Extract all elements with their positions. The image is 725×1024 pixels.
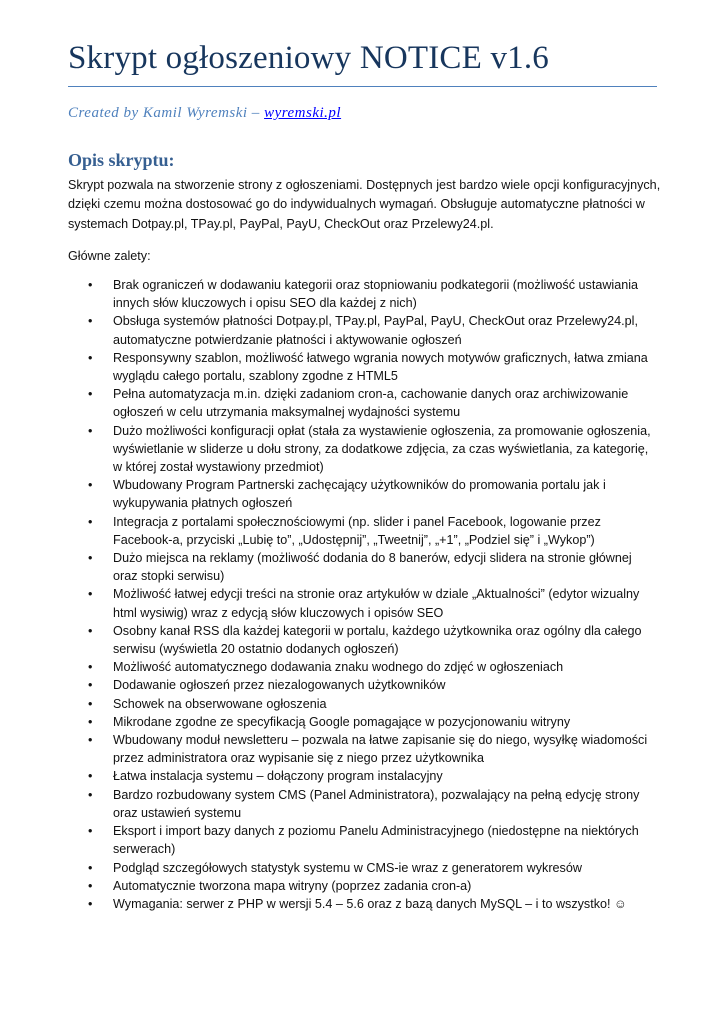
feature-text: Responsywny szablon, możliwość łatwego wgrania nowych motywów graficznych, łatwa zmiana wyglądu całego portalu, szablony zgodne z HTML5 xyxy=(113,350,648,384)
feature-text: Możliwość łatwej edycji treści na stronie oraz artykułów w dziale „Aktualności” (edytor wizualny html wysiwig) wraz z edycją słów kluczowych i opisów SEO xyxy=(113,587,640,620)
feature-text: Obsługa systemów płatności Dotpay.pl, TPay.pl, PayPal, PayU, CheckOut oraz Przelewy24.pl, automatyczne potwierdzanie płatności i aktywowanie ogłoszeń xyxy=(113,314,638,347)
features-lead: Główne zalety: xyxy=(68,249,151,263)
title-divider xyxy=(68,86,657,87)
bullet-icon: • xyxy=(88,769,93,784)
feature-list-item xyxy=(0,877,655,895)
feature-list-item xyxy=(0,549,655,585)
feature-list-item xyxy=(0,622,655,658)
feature-text: Możliwość automatycznego dodawania znaku wodnego do zdjęć w ogłoszeniach xyxy=(113,660,564,675)
feature-text: Wbudowany moduł newsletteru – pozwala na łatwe zapisanie się do niego, wysyłkę wiadomości przez administratora oraz wypisanie się z niego przez użytkownika xyxy=(113,733,648,766)
feature-text: Łatwa instalacja systemu – dołączony program instalacyjny xyxy=(113,769,443,784)
bullet-icon: • xyxy=(88,623,93,638)
bullet-icon: • xyxy=(88,824,93,839)
bullet-icon: • xyxy=(88,860,93,875)
author-credit: Created by Kamil Wyremski – xyxy=(68,105,265,121)
intro-paragraph: Skrypt pozwala na stworzenie strony z ogłoszeniami. Dostępnych jest bardzo wiele opcji konfiguracyjnych, dzięki czemu można dostosować go do indywidualnych wymagań. Obsługuje automatyczne płatności w systemach Dotpay.pl, TPay.pl, PayPal, PayU, CheckOut oraz Przelewy24.pl. xyxy=(68,178,661,231)
section-heading: Opis skryptu: xyxy=(68,150,175,170)
bullet-icon: • xyxy=(88,878,93,893)
bullet-icon: • xyxy=(88,278,93,292)
feature-list-item xyxy=(0,585,655,621)
features-list xyxy=(0,276,725,913)
feature-text: Brak ograniczeń w dodawaniu kategorii oraz stopniowaniu podkategorii (możliwość ustawiania innych słów kluczowych i opisu SEO dla każdej z nich) xyxy=(113,278,639,311)
document-title: Skrypt ogłoszeniowy NOTICE v1.6 xyxy=(68,40,549,76)
feature-list-item xyxy=(0,513,655,549)
bullet-icon: • xyxy=(88,478,93,493)
bullet-icon: • xyxy=(88,714,93,729)
feature-list-item xyxy=(0,676,655,694)
feature-text: Integracja z portalami społecznościowymi (np. slider i panel Facebook, logowanie przez Facebook-a, przyciski „Lubię to”, „Udostępnij”, „Tweetnij”, „+1”, „Podziel się” i „Wykop”) xyxy=(113,514,601,547)
feature-text: Schowek na obserwowane ogłoszenia xyxy=(113,696,327,711)
feature-text: Podgląd szczegółowych statystyk systemu w CMS-ie wraz z generatorem wykresów xyxy=(113,860,582,875)
feature-list-item xyxy=(0,349,655,385)
feature-list-item xyxy=(0,767,655,785)
bullet-icon: • xyxy=(88,587,93,602)
feature-list-item xyxy=(0,859,655,877)
bullet-icon: • xyxy=(88,896,93,911)
feature-list-item xyxy=(0,822,655,858)
feature-text: Pełna automatyzacja m.in. dzięki zadaniom cron-a, cachowanie danych oraz archiwizowanie ogłoszeń w celu utrzymania maksymalnej wydajności systemu xyxy=(113,387,629,420)
feature-list-item xyxy=(0,385,655,421)
feature-list-item xyxy=(0,695,655,713)
feature-list-item xyxy=(0,786,655,822)
feature-text: Dużo możliwości konfiguracji opłat (stała za wystawienie ogłoszenia, za promowanie ogłoszenia, wyświetlanie w sliderze u dołu strony, za dodatkowe zdjęcia, za czas wyświetlania, za kategorię, w której został wystawiony przedmiot) xyxy=(113,423,651,475)
author-website-link[interactable]: wyremski.pl xyxy=(264,105,342,121)
feature-text: Wbudowany Program Partnerski zachęcający użytkowników do promowania portalu jak i wykupywania płatnych ogłoszeń xyxy=(113,478,606,511)
feature-text: Automatycznie tworzona mapa witryny (poprzez zadania cron-a) xyxy=(113,878,472,893)
bullet-icon: • xyxy=(88,551,93,566)
feature-text: Dużo miejsca na reklamy (możliwość dodania do 8 banerów, edycji slidera na stronie głównej oraz stopki serwisu) xyxy=(113,551,632,584)
feature-list-item xyxy=(0,731,655,767)
bullet-icon: • xyxy=(88,696,93,711)
bullet-icon: • xyxy=(88,387,93,402)
bullet-icon: • xyxy=(88,350,93,365)
bullet-icon: • xyxy=(88,314,93,329)
feature-list-item xyxy=(0,895,655,913)
bullet-icon: • xyxy=(88,660,93,675)
feature-text: Eksport i import bazy danych z poziomu Panelu Administracyjnego (niedostępne na niektórych serwerach) xyxy=(113,824,639,857)
author-line xyxy=(68,105,341,122)
feature-list-item xyxy=(0,276,655,312)
feature-text: Osobny kanał RSS dla każdej kategorii w portalu, każdego użytkownika oraz ogólny dla całego serwisu (wyświetla 20 ostatnio dodanych ogłoszeń) xyxy=(113,623,642,657)
feature-list-item xyxy=(0,422,655,477)
bullet-icon: • xyxy=(88,678,93,693)
feature-text: Wymagania: serwer z PHP w wersji 5.4 – 5.6 oraz z bazą danych MySQL – i to wszystko! ☺ xyxy=(113,896,627,911)
bullet-icon: • xyxy=(88,514,93,529)
bullet-icon: • xyxy=(88,787,93,802)
bullet-icon: • xyxy=(88,423,93,438)
feature-list-item xyxy=(0,713,655,731)
bullet-icon: • xyxy=(88,733,93,748)
feature-list-item xyxy=(0,658,655,676)
feature-list-item xyxy=(0,312,655,348)
feature-text: Bardzo rozbudowany system CMS (Panel Administratora), pozwalający na pełną edycję strony oraz ustawień systemu xyxy=(113,787,640,820)
feature-text: Dodawanie ogłoszeń przez niezalogowanych użytkowników xyxy=(113,678,446,693)
feature-list-item xyxy=(0,476,655,512)
feature-text: Mikrodane zgodne ze specyfikacją Google pomagające w pozycjonowaniu witryny xyxy=(113,714,571,729)
